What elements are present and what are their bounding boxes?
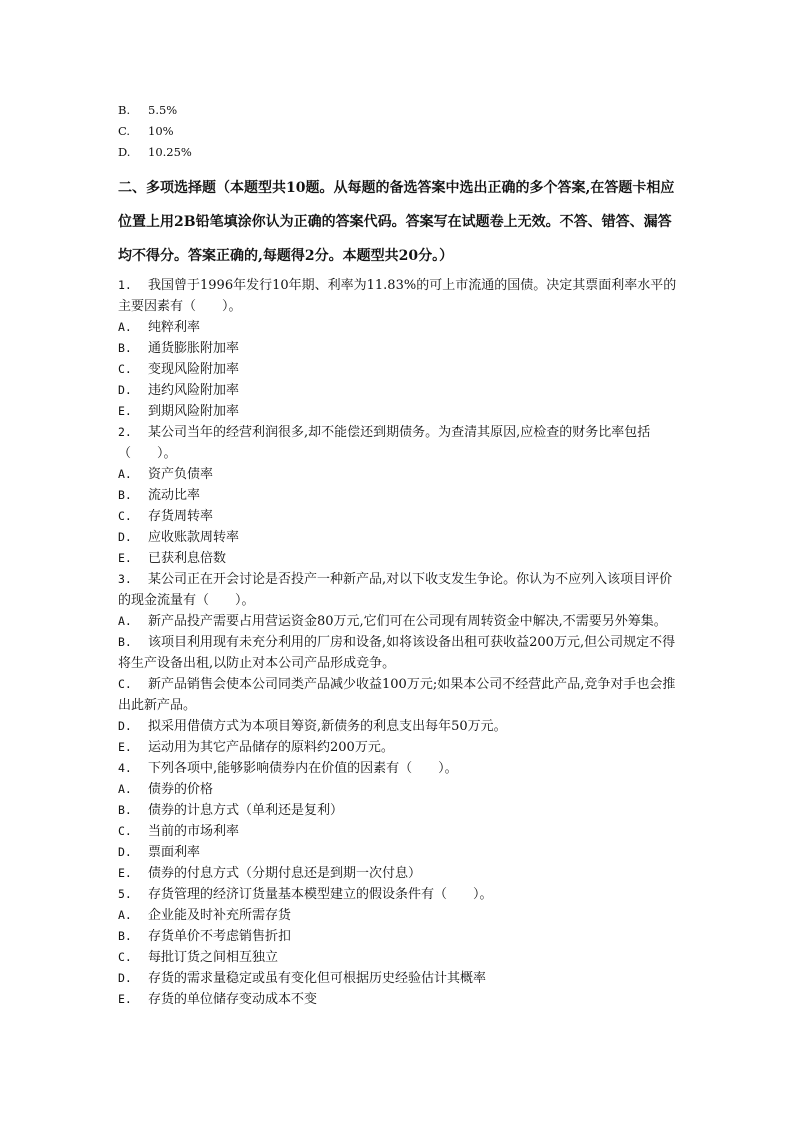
- question-number: 5.: [118, 887, 132, 901]
- option-label: A.: [118, 320, 132, 334]
- option-text: 企业能及时补充所需存货: [148, 908, 292, 923]
- option-text: 资产负债率: [148, 467, 214, 482]
- option-item: [118, 905, 684, 926]
- option-label: A.: [118, 908, 132, 922]
- option-item: [118, 863, 684, 884]
- option-item: [118, 527, 684, 548]
- question-text: 下列各项中,能够影响债券内在价值的因素有（ ）。: [148, 761, 458, 776]
- option-item: [118, 800, 684, 821]
- question-number: 3.: [118, 572, 132, 586]
- option-label: E.: [118, 992, 132, 1006]
- option-label: D.: [118, 145, 131, 159]
- option-item: [118, 380, 684, 401]
- option-text: 应收账款周转率: [148, 530, 240, 545]
- option-label: D.: [118, 719, 132, 733]
- option-text: 流动比率: [148, 488, 201, 503]
- option-item: [118, 100, 684, 121]
- option-label: C.: [118, 124, 131, 138]
- option-item: [118, 464, 684, 485]
- option-text: 票面利率: [148, 845, 201, 860]
- question-stem: [118, 758, 684, 779]
- option-text: 5.5%: [148, 103, 178, 117]
- option-text: 运动用为其它产品储存的原料约200万元。: [148, 740, 394, 755]
- option-text: 新产品销售会使本公司同类产品减少收益100万元;如果本公司不经营此产品,竞争对手也会推出此新产品。: [118, 677, 676, 713]
- option-text: 违约风险附加率: [148, 383, 240, 398]
- question-text: 存货管理的经济订货量基本模型建立的假设条件有（ ）。: [148, 887, 493, 902]
- option-label: E.: [118, 404, 132, 418]
- option-item: [118, 989, 684, 1010]
- question-number: 2.: [118, 425, 132, 439]
- previous-options: [118, 100, 684, 163]
- option-label: E.: [118, 866, 132, 880]
- option-text: 债券的付息方式（分期付息还是到期一次付息）: [148, 866, 422, 881]
- option-text: 存货单价不考虑销售折扣: [148, 929, 292, 944]
- question-block: [118, 758, 684, 884]
- option-label: A.: [118, 614, 132, 628]
- option-item: [118, 338, 684, 359]
- option-text: 存货的需求量稳定或虽有变化但可根据历史经验估计其概率: [148, 971, 487, 986]
- question-stem: [118, 275, 684, 317]
- option-item: [118, 842, 684, 863]
- option-item: [118, 947, 684, 968]
- option-text: 拟采用借债方式为本项目筹资,新债务的利息支出每年50万元。: [148, 719, 507, 734]
- option-item: [118, 821, 684, 842]
- section-heading: 二、多项选择题（本题型共10题。从每题的备选答案中选出正确的多个答案,在答题卡相应位置上用2B铅笔填涂你认为正确的答案代码。答案写在试题卷上无效。不答、错答、漏答均不得分。答案正确的,每题得2分。本题型共20分。）: [118, 180, 675, 264]
- option-text: 该项目利用现有未充分利用的厂房和设备,如将该设备出租可获收益200万元,但公司规定不得将生产设备出租,以防止对本公司产品形成竞争。: [118, 635, 676, 671]
- question-text: 某公司正在开会讨论是否投产一种新产品,对以下收支发生争论。你认为不应列入该项目评价的现金流量有（ ）。: [118, 572, 673, 608]
- option-label: B.: [118, 929, 132, 943]
- option-label: B.: [118, 103, 131, 117]
- question-block: [118, 275, 684, 422]
- option-item: [118, 485, 684, 506]
- option-item: [118, 926, 684, 947]
- option-label: B.: [118, 488, 132, 502]
- option-item: [118, 317, 684, 338]
- question-text: 某公司当年的经营利润很多,却不能偿还到期债务。为查清其原因,应检查的财务比率包括（ ）。: [118, 425, 651, 461]
- option-text: 债券的计息方式（单利还是复利）: [148, 803, 344, 818]
- option-label: A.: [118, 782, 132, 796]
- option-item: [118, 611, 684, 632]
- option-label: B.: [118, 635, 132, 649]
- option-item: [118, 632, 684, 674]
- option-label: C.: [118, 362, 132, 376]
- question-block: [118, 422, 684, 569]
- question-stem: [118, 422, 684, 464]
- question-number: 4.: [118, 761, 132, 775]
- option-text: 10.25%: [148, 145, 192, 159]
- question-block: [118, 569, 684, 758]
- option-item: [118, 506, 684, 527]
- option-label: E.: [118, 551, 132, 565]
- question-stem: [118, 884, 684, 905]
- option-item: [118, 716, 684, 737]
- option-label: C.: [118, 950, 132, 964]
- option-text: 10%: [148, 124, 174, 138]
- option-text: 通货膨胀附加率: [148, 341, 240, 356]
- question-stem: [118, 569, 684, 611]
- option-label: B.: [118, 803, 132, 817]
- option-item: [118, 674, 684, 716]
- option-label: D.: [118, 383, 132, 397]
- option-text: 债券的价格: [148, 782, 214, 797]
- option-text: 存货的单位储存变动成本不变: [148, 992, 318, 1007]
- option-item: [118, 737, 684, 758]
- option-item: [118, 401, 684, 422]
- option-text: 变现风险附加率: [148, 362, 240, 377]
- option-text: 到期风险附加率: [148, 404, 240, 419]
- option-label: D.: [118, 971, 132, 985]
- option-label: C.: [118, 677, 132, 691]
- option-label: C.: [118, 509, 132, 523]
- option-text: 纯粹利率: [148, 320, 201, 335]
- question-number: 1.: [118, 278, 132, 292]
- option-text: 每批订货之间相互独立: [148, 950, 279, 965]
- option-item: [118, 121, 684, 142]
- option-item: [118, 359, 684, 380]
- option-text: 存货周转率: [148, 509, 214, 524]
- option-label: A.: [118, 467, 132, 481]
- option-text: 已获利息倍数: [148, 551, 227, 566]
- question-text: 我国曾于1996年发行10年期、利率为11.83%的可上市流通的国债。决定其票面利率水平的主要因素有（ ）。: [118, 278, 677, 314]
- option-label: B.: [118, 341, 132, 355]
- option-text: 新产品投产需要占用营运资金80万元,它们可在公司现有周转资金中解决,不需要另外筹集。: [148, 614, 667, 629]
- question-block: [118, 884, 684, 1010]
- option-item: [118, 548, 684, 569]
- option-item: [118, 779, 684, 800]
- option-label: D.: [118, 845, 132, 859]
- option-item: [118, 142, 684, 163]
- option-item: [118, 968, 684, 989]
- option-label: E.: [118, 740, 132, 754]
- option-label: C.: [118, 824, 132, 838]
- option-text: 当前的市场利率: [148, 824, 240, 839]
- option-label: D.: [118, 530, 132, 544]
